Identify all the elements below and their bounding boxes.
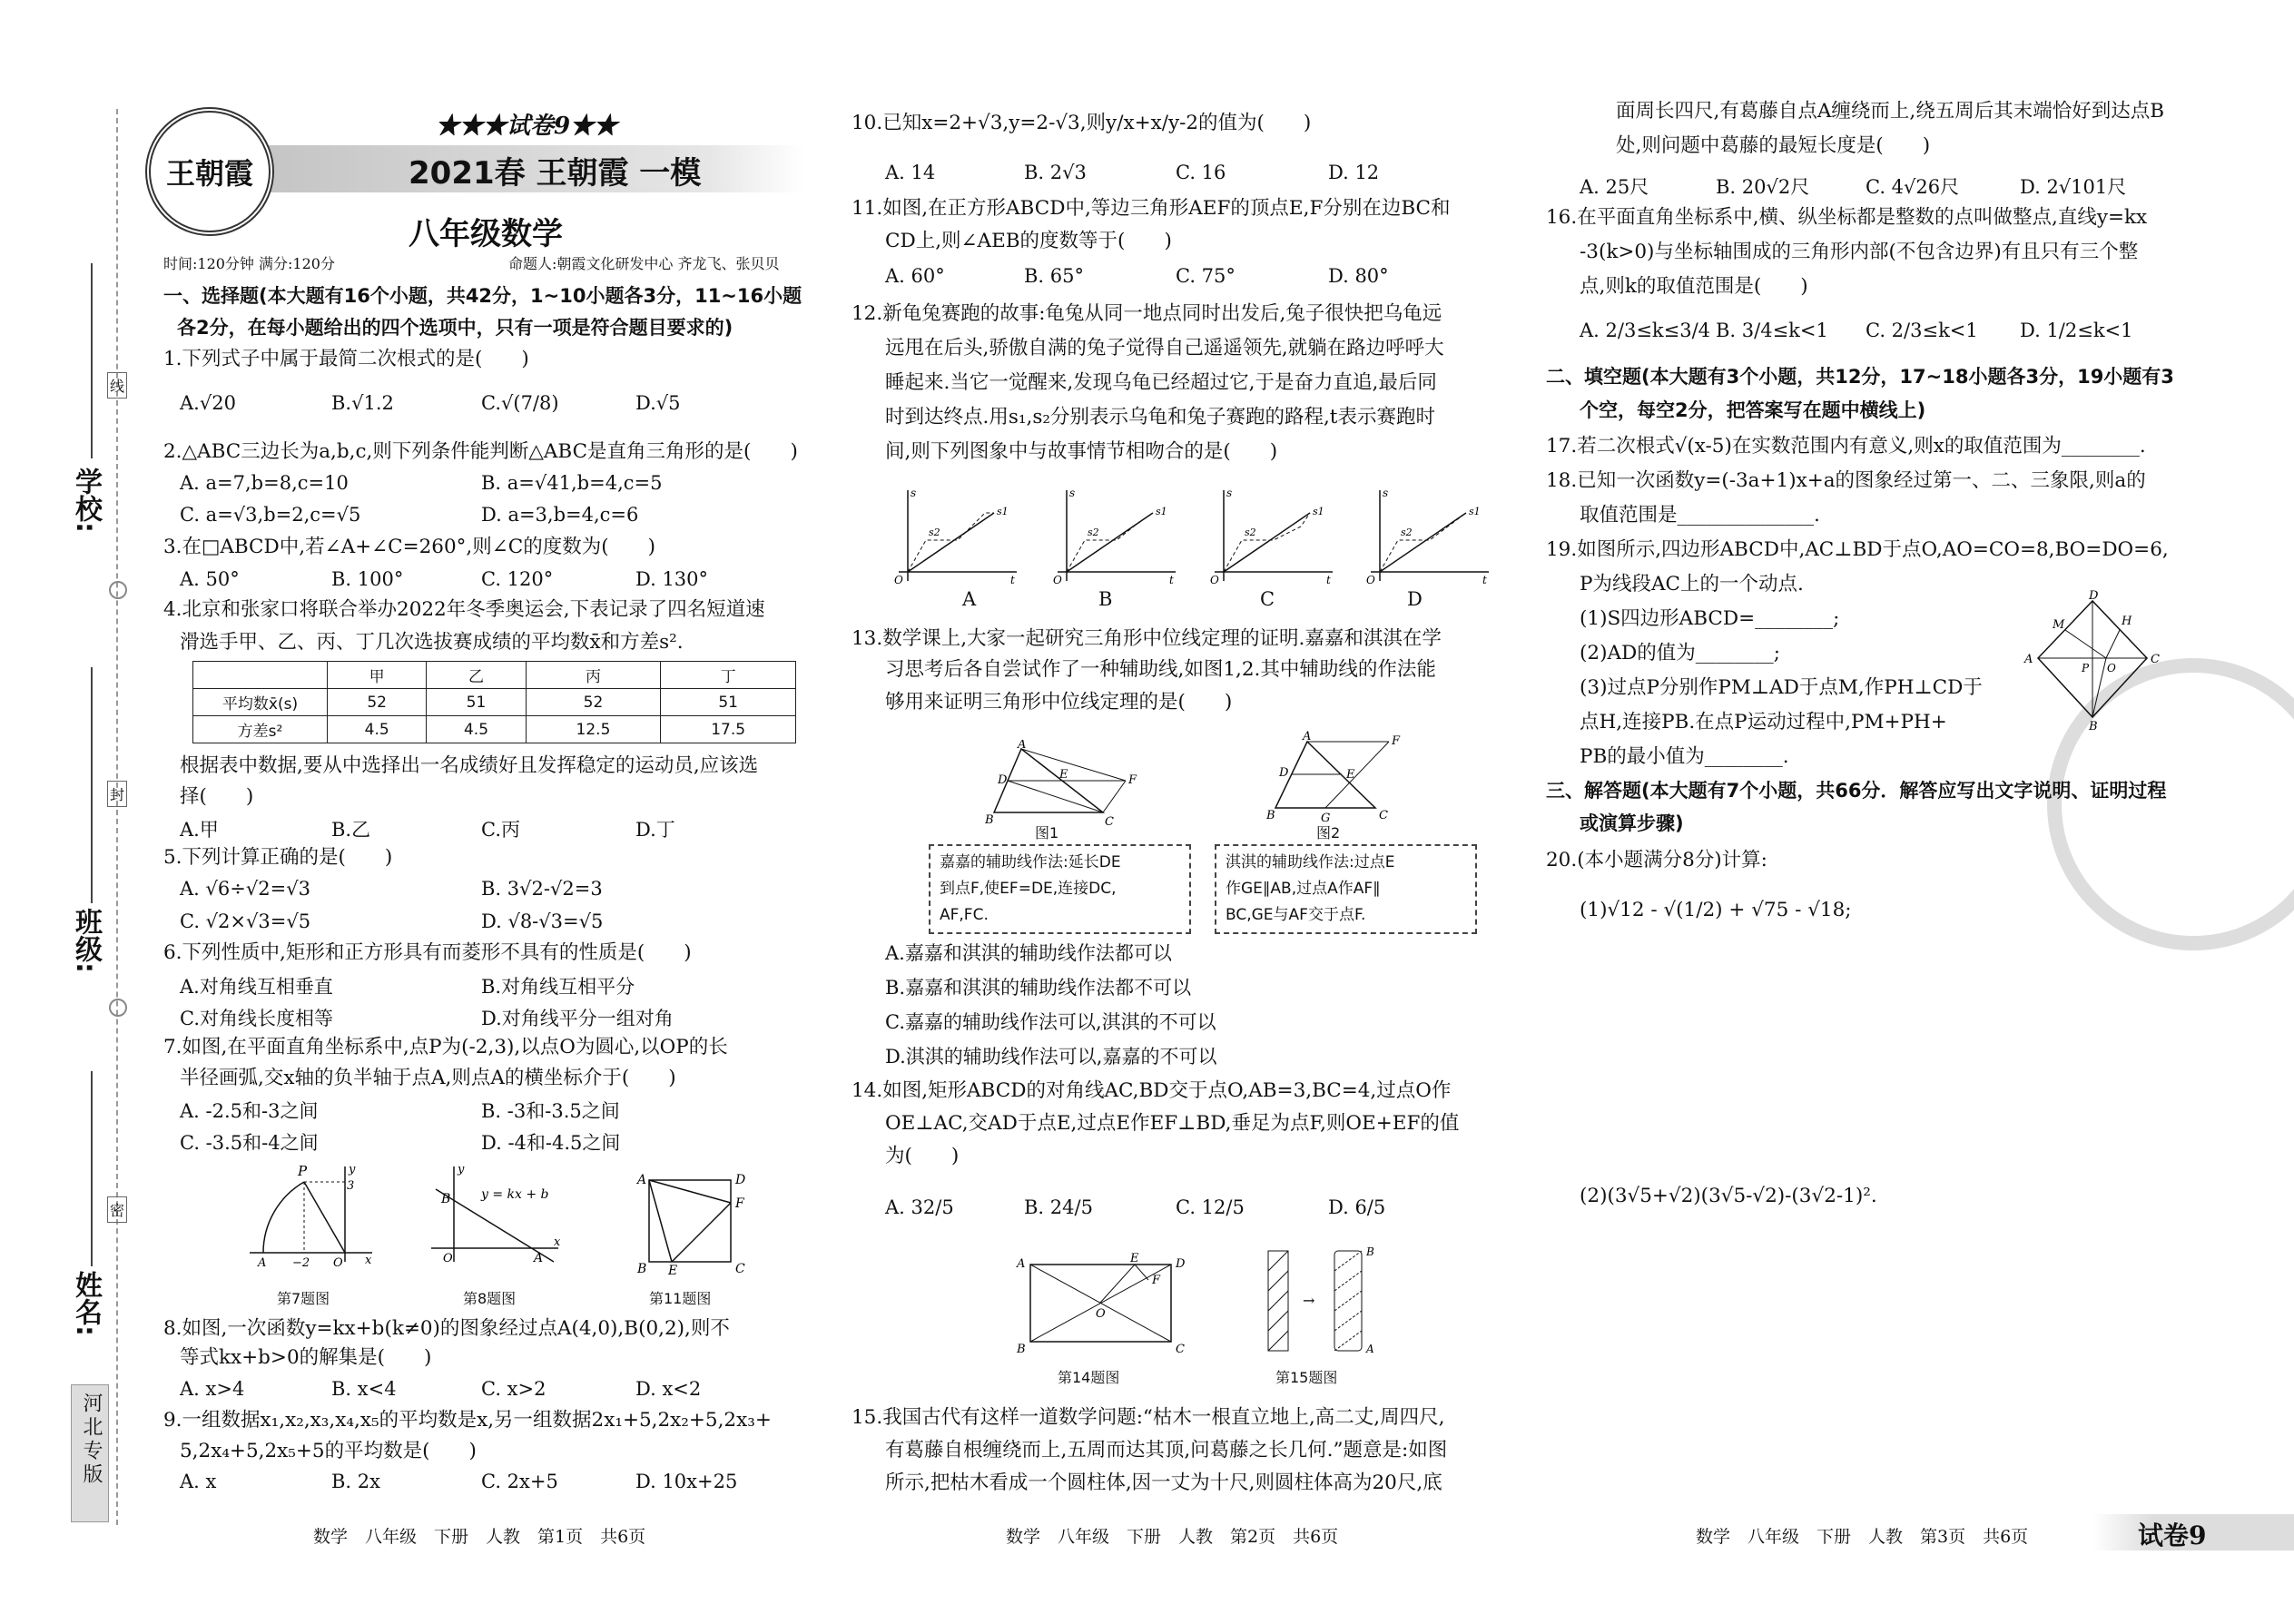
svg-text:3: 3 [347, 1179, 355, 1193]
q14-option-a[interactable]: A. 32/5 [885, 1196, 954, 1218]
svg-text:A: A [2024, 653, 2033, 666]
q12-stem-cont: 间,则下列图象中与故事情节相吻合的是( ) [885, 440, 1278, 463]
svg-text:E: E [1346, 768, 1355, 782]
q13-fig2 [1266, 731, 1403, 826]
q4-option-d[interactable]: D.丁 [635, 819, 675, 841]
paper-tag [2092, 1514, 2294, 1550]
q16-option-a[interactable]: A. 2/3≤k≤3/4 [1580, 320, 1711, 341]
q20-part-2-answer-area[interactable] [1580, 1221, 2233, 1493]
paper-tag-text: 试卷9 [2138, 1521, 2207, 1550]
svg-text:s: s [1069, 487, 1076, 499]
q12-graph-label-a[interactable]: A [962, 588, 977, 610]
q1-stem: 1.下列式子中属于最简二次根式的是( ) [163, 348, 529, 370]
section-3-heading-cont: 或演算步骤) [1580, 812, 1684, 834]
q13-box-jiajia [929, 844, 1191, 934]
q5-option-a[interactable]: A. √6÷√2=√3 [180, 878, 310, 900]
exam-title: 2021春 王朝霞 一模 [409, 155, 702, 192]
region-tag-text: 河北专版 [80, 1393, 103, 1487]
svg-text:x: x [365, 1254, 372, 1266]
region-tag [71, 1384, 109, 1522]
q19-part-3-cont: 点H,连接PB.在点P运动过程中,PM+PH+ [1580, 711, 1947, 733]
name-label: 姓名: [70, 1271, 102, 1336]
svg-text:C: C [2151, 653, 2160, 666]
q13-fig2-caption: 图2 [1316, 824, 1341, 842]
q15-stem-cont: 面周长四尺,有葛藤自点A缠绕而上,绕五周后其末端恰好到达点B [1616, 100, 2164, 123]
q4-stem-cont: 根据表中数据,要从中选择出一名成绩好且发挥稳定的运动员,应该选 [180, 754, 759, 777]
q3-option-a[interactable]: A. 50° [180, 568, 240, 590]
q9-option-b[interactable]: B. 2x [331, 1471, 380, 1492]
logo-seal [145, 107, 274, 236]
table-cell: 51 [661, 689, 796, 716]
q8-stem: 8.如图,一次函数y=kx+b(k≠0)的图象经过点A(4,0),B(0,2),则不 [163, 1317, 730, 1340]
q3-option-d[interactable]: D. 130° [635, 568, 709, 590]
q15-option-a[interactable]: A. 25尺 [1580, 176, 1649, 198]
school-field[interactable] [91, 263, 93, 458]
q15-option-d[interactable]: D. 2√101尺 [2020, 176, 2127, 198]
q11-option-d[interactable]: D. 80° [1328, 265, 1389, 287]
q12-graph-a [885, 486, 1021, 586]
svg-text:−2: −2 [292, 1256, 310, 1266]
q16-option-c[interactable]: C. 2/3≤k<1 [1866, 320, 1978, 341]
q8-option-d[interactable]: D. x<2 [635, 1378, 702, 1400]
q2-option-d[interactable]: D. a=3,b=4,c=6 [481, 504, 639, 526]
fig7-caption: 第7题图 [277, 1290, 330, 1307]
table-header-cell: 乙 [427, 662, 526, 689]
svg-text:B: B [2089, 720, 2098, 731]
q13-option-c[interactable]: C.嘉嘉的辅助线作法可以,淇淇的不可以 [885, 1011, 1216, 1033]
q10-option-a[interactable]: A. 14 [885, 162, 936, 183]
logo-text: 王朝霞 [165, 156, 253, 191]
svg-text:D: D [1279, 766, 1289, 780]
q19-stem: 19.如图所示,四边形ABCD中,AC⊥BD于点O,AO=CO=8,BO=DO=6, [1546, 538, 2169, 561]
svg-text:F: F [1392, 734, 1401, 748]
box-line: AF,FC. [940, 906, 989, 924]
svg-text:A: A [1366, 1343, 1374, 1355]
fig11-diagram [635, 1171, 753, 1275]
box-line: 作GE∥AB,过点A作AF∥ [1226, 880, 1381, 898]
q9-option-a[interactable]: A. x [180, 1471, 217, 1492]
svg-text:x: x [554, 1235, 561, 1249]
q9-option-d[interactable]: D. 10x+25 [635, 1471, 738, 1492]
box-line: 淇淇的辅助线作法:过点E [1226, 853, 1395, 871]
svg-text:D: D [998, 773, 1008, 787]
q7-option-c[interactable]: C. -3.5和-4之间 [180, 1132, 319, 1154]
table-header-cell: 甲 [328, 662, 427, 689]
table-cell: 平均数x̄(s) [193, 689, 328, 716]
q6-option-d[interactable]: D.对角线平分一组对角 [481, 1008, 674, 1029]
q12-stem-cont: 远甩在后头,骄傲自满的兔子觉得自己遥遥领先,就躺在路边呼呼大 [885, 337, 1444, 359]
q13-option-a[interactable]: A.嘉嘉和淇淇的辅助线作法都可以 [885, 942, 1172, 964]
svg-text:G: G [1321, 812, 1331, 825]
box-line: BC,GE与AF交于点F. [1226, 906, 1366, 924]
q4-option-a[interactable]: A.甲 [180, 819, 219, 841]
q11-stem: 11.如图,在正方形ABCD中,等边三角形AEF的顶点E,F分别在边BC和 [852, 197, 1451, 220]
q20-part-2: (2)(3√5+√2)(3√5-√2)-(3√2-1)². [1580, 1185, 1877, 1207]
section-2-heading: 二、填空题(本大题有3个小题，共12分，17~18小题各3分，19小题有3 [1546, 366, 2174, 388]
q5-option-b[interactable]: B. 3√2-√2=3 [481, 878, 603, 900]
table-cell: 52 [328, 689, 427, 716]
q7-option-a[interactable]: A. -2.5和-3之间 [180, 1100, 319, 1122]
q16-option-d[interactable]: D. 1/2≤k<1 [2020, 320, 2133, 341]
fig15-caption: 第15题图 [1275, 1369, 1338, 1386]
svg-text:C: C [1105, 815, 1114, 826]
svg-text:t: t [1482, 574, 1487, 586]
svg-text:A: A [534, 1251, 544, 1265]
svg-text:H: H [2122, 615, 2132, 628]
q18-stem-cont[interactable]: 取值范围是______________. [1580, 504, 1820, 527]
q9-stem: 9.一组数据x₁,x₂,x₃,x₄,x₅的平均数是x,另一组数据2x₁+5,2x₂+5,2x₃+ [163, 1409, 772, 1432]
q3-stem: 3.在□ABCD中,若∠A+∠C=260°,则∠C的度数为( ) [163, 536, 655, 558]
svg-text:D: D [2089, 590, 2099, 603]
class-label: 班级: [70, 908, 102, 973]
q6-option-b[interactable]: B.对角线互相平分 [481, 976, 635, 998]
q16-stem: 16.在平面直角坐标系中,横、纵坐标都是整数的点叫做整点,直线y=kx [1546, 206, 2148, 229]
q16-option-b[interactable]: B. 3/4≤k<1 [1716, 320, 1828, 341]
q14-option-d[interactable]: D. 6/5 [1328, 1196, 1386, 1218]
svg-text:s2: s2 [929, 527, 940, 538]
box-line: 嘉嘉的辅助线作法:延长DE [940, 853, 1121, 871]
table-cell: 51 [427, 689, 526, 716]
svg-text:s1: s1 [997, 506, 1009, 517]
q13-option-b[interactable]: B.嘉嘉和淇淇的辅助线作法都不可以 [885, 977, 1192, 999]
q12-graph-label-b[interactable]: B [1098, 588, 1113, 610]
q12-stem-cont: 睡起来.当它一觉醒来,发现乌龟已经超过它,于是奋力直追,最后同 [885, 371, 1437, 394]
q13-box-qiqi [1215, 844, 1477, 934]
q3-option-c[interactable]: C. 120° [481, 568, 554, 590]
q19-stem-cont: P为线段AC上的一个动点. [1580, 573, 1804, 595]
q1-option-a[interactable]: A.√20 [180, 392, 236, 414]
q7-stem: 7.如图,在平面直角坐标系中,点P为(-2,3),以点O为圆心,以OP的长 [163, 1036, 728, 1058]
table-cell: 52 [526, 689, 661, 716]
svg-text:s1: s1 [1313, 506, 1324, 517]
q1-option-d[interactable]: D.√5 [635, 392, 681, 414]
svg-text:F: F [735, 1196, 744, 1211]
section-2-heading-cont: 个空，每空2分，把答案写在题中横线上) [1580, 399, 1926, 421]
q4-stem: 4.北京和张家口将联合举办2022年冬季奥运会,下表记录了四名短道速 [163, 598, 765, 621]
q4-option-b[interactable]: B.乙 [331, 819, 371, 841]
svg-text:s: s [1383, 487, 1389, 499]
page-footer-3: 数学 八年级 下册 人教 第3页 共6页 [1696, 1527, 2029, 1547]
q10-stem: 10.已知x=2+√3,y=2-√3,则y/x+x/y-2的值为( ) [852, 112, 1312, 134]
q16-stem-cont: -3(k>0)与坐标轴围成的三角形内部(不包含边界)有且只有三个整 [1580, 241, 2139, 263]
q11-option-b[interactable]: B. 65° [1024, 265, 1085, 287]
q19-part-2[interactable]: (2)AD的值为________; [1580, 642, 1780, 664]
table-cell: 4.5 [427, 716, 526, 743]
table-cell: 17.5 [661, 716, 796, 743]
q15-option-b[interactable]: B. 20√2尺 [1716, 176, 1810, 198]
subject-title: 八年级数学 [409, 216, 563, 252]
q19-part-3-cont[interactable]: PB的最小值为________. [1580, 745, 1789, 768]
svg-text:F: F [1152, 1274, 1161, 1287]
q2-option-a[interactable]: A. a=7,b=8,c=10 [180, 472, 349, 494]
svg-text:t: t [1010, 574, 1015, 586]
svg-text:A: A [258, 1256, 267, 1266]
q5-option-d[interactable]: D. √8-√3=√5 [481, 910, 604, 932]
page-footer-1: 数学 八年级 下册 人教 第1页 共6页 [313, 1527, 646, 1547]
q1-option-c[interactable]: C.√(7/8) [481, 392, 559, 414]
q12-graph-b [1044, 486, 1180, 586]
q4-stem-cont: 滑选手甲、乙、丙、丁几次选拔赛成绩的平均数x̄和方差s². [180, 631, 684, 654]
svg-text:→: → [1303, 1292, 1315, 1309]
q4-option-c[interactable]: C.丙 [481, 819, 520, 841]
fig14-diagram [1012, 1251, 1194, 1355]
table-row [193, 689, 796, 716]
svg-text:B: B [985, 813, 994, 826]
q17-stem[interactable]: 17.若二次根式√(x-5)在实数范围内有意义,则x的取值范围为________. [1546, 435, 2146, 458]
binding-strip [0, 0, 145, 1624]
svg-text:E: E [668, 1264, 678, 1275]
q8-stem-cont: 等式kx+b>0的解集是( ) [180, 1346, 432, 1369]
q13-fig1 [985, 740, 1148, 826]
svg-text:O: O [1096, 1307, 1106, 1321]
q7-option-b[interactable]: B. -3和-3.5之间 [481, 1100, 620, 1122]
fig15-diagram [1248, 1242, 1384, 1355]
q10-option-d[interactable]: D. 12 [1328, 162, 1380, 183]
line-mark-xian: 线 [107, 372, 127, 399]
exam-info-left: 时间:120分钟 满分:120分 [163, 255, 335, 272]
svg-text:O: O [443, 1252, 453, 1265]
section-3-heading: 三、解答题(本大题有7个小题，共66分．解答应写出文字说明、证明过程 [1546, 780, 2167, 802]
q20-part-1: (1)√12 - √(1/2) + √75 - √18; [1580, 899, 1852, 921]
q20-part-1-answer-area[interactable] [1580, 935, 2233, 1171]
q18-stem: 18.已知一次函数y=(-3a+1)x+a的图象经过第一、二、三象限,则a的 [1546, 469, 2146, 492]
table-header-cell: 丁 [661, 662, 796, 689]
svg-text:E: E [1059, 768, 1068, 782]
svg-text:D: D [735, 1173, 746, 1187]
line-mark-mi: 密 [107, 1196, 127, 1223]
svg-text:O: O [894, 574, 903, 586]
binding-hole-icon [109, 581, 127, 599]
q10-option-c[interactable]: C. 16 [1176, 162, 1226, 183]
q13-fig1-caption: 图1 [1035, 824, 1059, 842]
table-header-row [193, 662, 796, 689]
paper-label: ★★★试卷9★★ [436, 113, 618, 140]
svg-text:s2: s2 [1401, 527, 1413, 538]
q3-option-b[interactable]: B. 100° [331, 568, 404, 590]
q13-option-d[interactable]: D.淇淇的辅助线作法可以,嘉嘉的不可以 [885, 1046, 1217, 1068]
svg-text:B: B [441, 1192, 451, 1206]
q20-stem: 20.(本小题满分8分)计算: [1546, 849, 1767, 871]
svg-text:O: O [1210, 574, 1219, 586]
q6-option-c[interactable]: C.对角线长度相等 [180, 1008, 333, 1029]
svg-text:y: y [349, 1163, 356, 1176]
q13-stem-cont: 习思考后各自尝试作了一种辅助线,如图1,2.其中辅助线的作法能 [885, 658, 1436, 681]
q14-stem-cont: OE⊥AC,交AD于点E,过点E作EF⊥BD,垂足为点F,则OE+EF的值 [885, 1112, 1460, 1135]
binding-dashed-line [116, 109, 118, 1525]
svg-text:D: D [1176, 1257, 1186, 1271]
table-header-cell [193, 662, 328, 689]
svg-text:s2: s2 [1245, 527, 1256, 538]
table-header-cell: 丙 [526, 662, 661, 689]
q12-stem: 12.新龟兔赛跑的故事:龟兔从同一地点同时出发后,兔子很快把乌龟远 [852, 302, 1442, 325]
svg-text:B: B [637, 1262, 647, 1275]
q11-option-a[interactable]: A. 60° [885, 265, 945, 287]
svg-text:s: s [911, 487, 917, 499]
svg-text:s1: s1 [1469, 506, 1481, 517]
svg-text:t: t [1326, 574, 1331, 586]
table-cell: 12.5 [526, 716, 661, 743]
q13-stem-cont: 够用来证明三角形中位线定理的是( ) [885, 691, 1233, 714]
q8-option-a[interactable]: A. x>4 [180, 1378, 245, 1400]
svg-text:t: t [1169, 574, 1174, 586]
q13-stem: 13.数学课上,大家一起研究三角形中位线定理的证明.嘉嘉和淇淇在学 [852, 627, 1442, 650]
svg-text:O: O [1053, 574, 1062, 586]
q8-option-c[interactable]: C. x>2 [481, 1378, 546, 1400]
q15-stem: 15.我国古代有这样一道数学问题:“枯木一根直立地上,高二丈,周四尺, [852, 1406, 1445, 1429]
q4-stem-cont: 择( ) [180, 785, 254, 808]
school-label: 学校: [70, 468, 102, 533]
svg-text:B: B [1017, 1343, 1026, 1355]
q2-option-c[interactable]: C. a=√3,b=2,c=√5 [180, 504, 361, 526]
q19-part-1[interactable]: (1)S四边形ABCD=________; [1580, 607, 1840, 630]
q2-stem: 2.△ABC三边长为a,b,c,则下列条件能判断△ABC是直角三角形的是( ) [163, 440, 798, 463]
svg-text:E: E [1130, 1252, 1139, 1265]
q12-graph-label-d[interactable]: D [1407, 588, 1423, 610]
q6-stem: 6.下列性质中,矩形和正方形具有而菱形不具有的性质是( ) [163, 941, 692, 964]
q9-stem-cont: 5,2x₄+5,2x₅+5的平均数是( ) [180, 1440, 477, 1462]
svg-text:B: B [1266, 809, 1275, 822]
q15-stem-cont: 处,则问题中葛藤的最短长度是( ) [1616, 134, 1931, 157]
svg-text:F: F [1128, 773, 1137, 787]
q11-stem-cont: CD上,则∠AEB的度数等于( ) [885, 230, 1172, 252]
table-row [193, 716, 796, 743]
svg-text:y = kx + b: y = kx + b [481, 1187, 549, 1202]
fig14-caption: 第14题图 [1058, 1369, 1120, 1386]
q7-stem-cont: 半径画弧,交x轴的负半轴于点A,则点A的横坐标介于( ) [180, 1067, 676, 1089]
svg-text:A: A [637, 1173, 647, 1187]
svg-text:O: O [333, 1256, 343, 1266]
svg-text:C: C [1176, 1343, 1185, 1355]
q12-stem-cont: 时到达终点.用s₁,s₂分别表示乌龟和兔子赛跑的路程,t表示赛跑时 [885, 406, 1435, 428]
svg-text:P: P [298, 1163, 308, 1179]
fig11-caption: 第11题图 [649, 1290, 712, 1307]
table-cell: 方差s² [193, 716, 328, 743]
q16-stem-cont: 点,则k的取值范围是( ) [1580, 275, 1808, 298]
q19-part-3: (3)过点P分别作PM⊥AD于点M,作PH⊥CD于 [1580, 676, 1983, 699]
section-1-heading-cont: 各2分，在每小题给出的四个选项中，只有一项是符合题目要求的) [177, 317, 733, 339]
svg-text:A: A [1018, 740, 1027, 752]
table-cell: 4.5 [328, 716, 427, 743]
q14-option-c[interactable]: C. 12/5 [1176, 1196, 1245, 1218]
fig7-diagram [245, 1162, 377, 1266]
q12-graph-c [1201, 486, 1337, 586]
q7-option-d[interactable]: D. -4和-4.5之间 [481, 1132, 621, 1154]
name-field[interactable] [91, 1071, 93, 1266]
fig8-diagram [427, 1162, 563, 1266]
q1-option-b[interactable]: B.√1.2 [331, 392, 394, 414]
q8-option-b[interactable]: B. x<4 [331, 1378, 397, 1400]
q10-option-b[interactable]: B. 2√3 [1024, 162, 1087, 183]
svg-text:P: P [2082, 662, 2090, 674]
svg-text:A: A [1303, 731, 1312, 743]
box-line: 到点F,使EF=DE,连接DC, [940, 880, 1117, 898]
class-field[interactable] [91, 667, 93, 903]
section-1-heading: 一、选择题(本大题有16个小题，共42分，1~10小题各3分，11~16小题 [163, 285, 802, 307]
svg-text:s2: s2 [1088, 527, 1099, 538]
svg-text:C: C [1379, 809, 1388, 822]
svg-text:B: B [1366, 1245, 1374, 1258]
q12-graph-label-c[interactable]: C [1260, 588, 1275, 610]
line-mark-feng: 封 [107, 781, 127, 807]
q12-graph-d [1357, 486, 1493, 586]
svg-text:M: M [2053, 618, 2065, 632]
q5-stem: 5.下列计算正确的是( ) [163, 846, 393, 869]
exam-info-right: 命题人:朝霞文化研发中心 齐龙飞、张贝贝 [508, 255, 780, 272]
fig8-caption: 第8题图 [463, 1290, 517, 1307]
svg-text:C: C [735, 1262, 745, 1275]
q14-stem: 14.如图,矩形ABCD的对角线AC,BD交于点O,AB=3,BC=4,过点O作 [852, 1079, 1452, 1102]
q6-option-a[interactable]: A.对角线互相垂直 [180, 976, 333, 998]
svg-text:y: y [458, 1163, 465, 1176]
q4-table [192, 661, 796, 743]
q14-option-b[interactable]: B. 24/5 [1024, 1196, 1093, 1218]
q19-diagram [2020, 590, 2165, 731]
svg-text:s1: s1 [1156, 506, 1167, 517]
svg-text:s: s [1226, 487, 1233, 499]
q15-stem-cont: 有葛藤自根缠绕而上,五周而达其顶,问葛藤之长几何.”题意是:如图 [885, 1439, 1448, 1462]
page-footer-2: 数学 八年级 下册 人教 第2页 共6页 [1006, 1527, 1339, 1547]
q15-option-c[interactable]: C. 4√26尺 [1866, 176, 1960, 198]
svg-text:O: O [2107, 662, 2116, 674]
q5-option-c[interactable]: C. √2×√3=√5 [180, 910, 311, 932]
q15-stem-cont: 所示,把枯木看成一个圆柱体,因一丈为十尺,则圆柱体高为20尺,底 [885, 1471, 1442, 1494]
svg-text:A: A [1017, 1257, 1026, 1271]
binding-hole-icon [109, 999, 127, 1017]
q9-option-c[interactable]: C. 2x+5 [481, 1471, 558, 1492]
q2-option-b[interactable]: B. a=√41,b=4,c=5 [481, 472, 663, 494]
q14-stem-cont: 为( ) [885, 1145, 960, 1167]
q11-option-c[interactable]: C. 75° [1176, 265, 1236, 287]
svg-text:O: O [1366, 574, 1375, 586]
